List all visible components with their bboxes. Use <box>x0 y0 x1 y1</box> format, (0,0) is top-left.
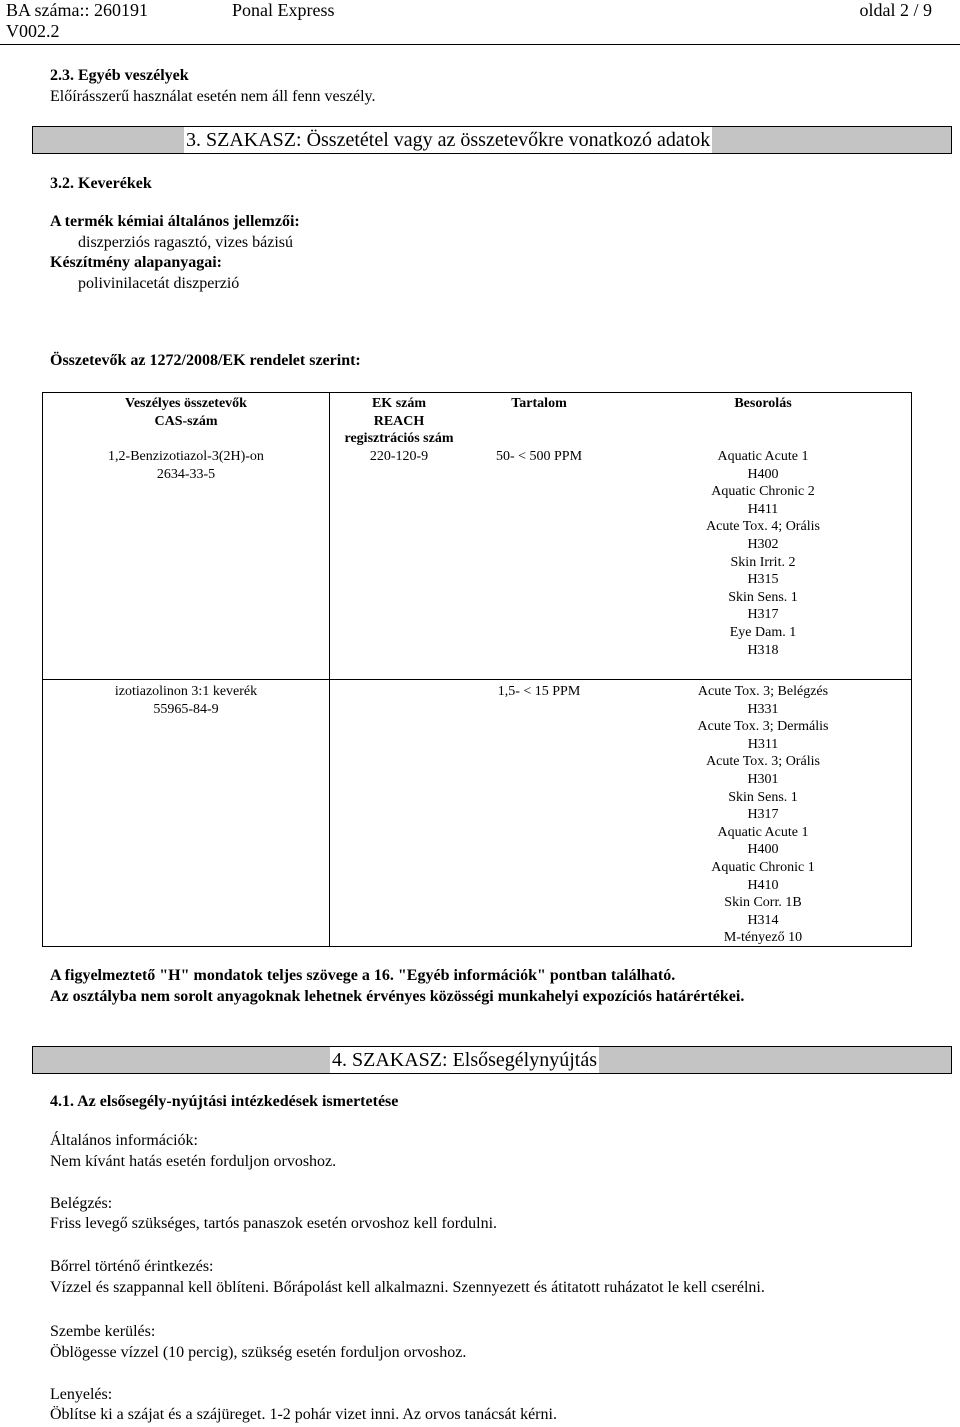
row1-ek-number: 220-120-9 <box>369 449 429 464</box>
ingestion-label: Lenyelés: <box>50 1386 113 1403</box>
general-info-label: Általános információk: <box>50 1132 198 1149</box>
section-4-1-heading: 4.1. Az elsősegély-nyújtási intézkedések ismertetése <box>50 1093 399 1110</box>
doc-version: V002.2 <box>6 21 60 41</box>
header-rule <box>0 44 960 45</box>
skin-contact-text: Vízzel és szappannal kell öblíteni. Bőrápolást kell alkalmazni. Szennyezett és átitatott ruházatot le kell cserélni. <box>50 1279 765 1296</box>
product-name: Ponal Express <box>232 0 335 20</box>
base-materials-value: polivinilacetát diszperzió <box>78 275 240 292</box>
base-materials-label: Készítmény alapanyagai: <box>50 254 222 271</box>
header-ek-number: EK szám REACH regisztrációs szám <box>344 396 454 447</box>
section-4-title: 4. SZAKASZ: Elsősegélynyújtás <box>332 1049 597 1071</box>
section-3-title: 3. SZAKASZ: Összetétel vagy az összetevőkre vonatkozó adatok <box>186 129 711 151</box>
notes-line-2: Az osztályba nem sorolt anyagoknak lehetnek érvényes közösségi munkahelyi expozíciós határértékei. <box>50 988 745 1005</box>
row1-content: 50- < 500 PPM <box>495 449 583 464</box>
inhalation-text: Friss levegő szükséges, tartós panaszok esetén orvoshoz kell fordulni. <box>50 1215 498 1232</box>
notes-line-1: A figyelmeztető "H" mondatok teljes szövege a 16. "Egyéb információk" pontban található. <box>50 967 676 984</box>
general-info-text: Nem kívánt hatás esetén forduljon orvoshoz. <box>50 1153 337 1170</box>
header-components: Veszélyes összetevők CAS-szám <box>125 396 247 429</box>
row2-component: izotiazolinon 3:1 keverék 55965-84-9 <box>114 684 258 717</box>
doc-number: BA száma:: 260191 <box>6 0 148 20</box>
eye-contact-label: Szembe kerülés: <box>50 1323 156 1340</box>
eye-contact-text: Öblögesse vízzel (10 percig), szükség esetén forduljon orvoshoz. <box>50 1344 467 1361</box>
ingestion-text: Öblítse ki a szájat és a szájüreget. 1-2 pohár vizet inni. Az orvos tanácsát kérni. <box>50 1406 557 1423</box>
header-content: Tartalom <box>511 396 567 411</box>
row2-content: 1,5- < 15 PPM <box>497 684 581 699</box>
chemical-char-label: A termék kémiai általános jellemzői: <box>50 213 300 230</box>
components-heading: Összetevők az 1272/2008/EK rendelet szerint: <box>50 352 361 369</box>
inhalation-label: Belégzés: <box>50 1195 113 1212</box>
page-number: oldal 2 / 9 <box>859 0 932 20</box>
skin-contact-label: Bőrrel történő érintkezés: <box>50 1258 214 1275</box>
header-classification: Besorolás <box>734 396 792 411</box>
chemical-char-value: diszperziós ragasztó, vizes bázisú <box>78 234 294 251</box>
composition-table <box>42 392 912 947</box>
row1-classification: Aquatic Acute 1 H400 Aquatic Chronic 2 H411 Acute Tox. 4; Orális H302 Skin Irrit. 2 H315 Skin Sens. 1 H317 Eye Dam. 1 H318 <box>706 449 820 658</box>
table-divider <box>329 393 330 946</box>
section-2-3-text: Előírásszerű használat esetén nem áll fenn veszély. <box>50 88 376 105</box>
section-3-2-heading: 3.2. Keverékek <box>50 175 152 192</box>
section-2-3-heading: 2.3. Egyéb veszélyek <box>50 67 189 84</box>
table-divider <box>43 679 911 680</box>
row1-component: 1,2-Benzizotiazol-3(2H)-on 2634-33-5 <box>108 449 264 482</box>
row2-classification: Acute Tox. 3; Belégzés H331 Acute Tox. 3; Dermális H311 Acute Tox. 3; Orális H301 Skin Sens. 1 H317 Aquatic Acute 1 H400 Aquatic Chronic 1 H410 Skin Corr. 1B H314 M-tényező 10 <box>697 684 829 946</box>
